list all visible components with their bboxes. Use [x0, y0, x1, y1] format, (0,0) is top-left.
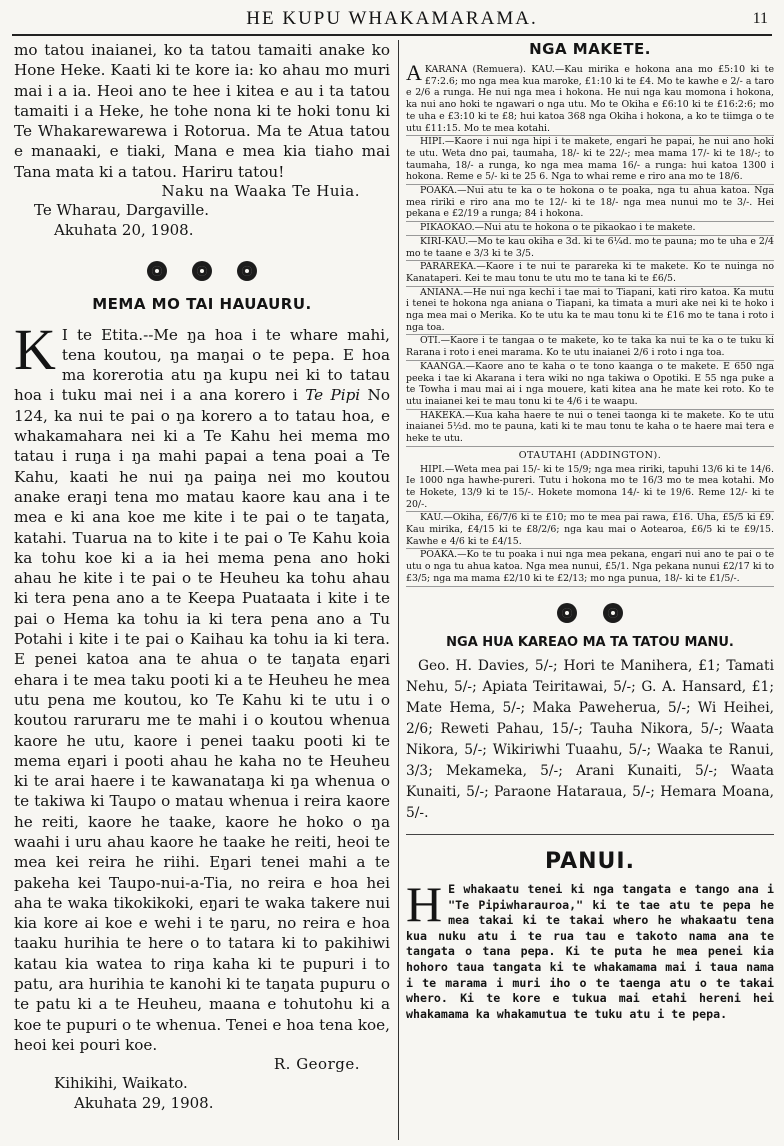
letter-two-date: Akuhata 29, 1908.: [74, 1094, 214, 1113]
flower-ornament-icon: [192, 261, 212, 281]
letter-one-body: mo tatou inaianei, ko ta tatou tamaiti anake ko Hone Heke. Kaati ki te kore ia: ko ahau mo muri mai i a ia. Heoi ano te hee i kitea e au i ta tatou tamaiti i a Heke, he tohe nona ki te hoki tonu ki Te Whakarewarewa i Rotorua. Ma te Atua tatou e manaaki, e tiaki, Mana e mea kia tiaho mai Tana mata ki a tatou. Hariru tatou!: [14, 41, 390, 181]
letter-one-signoff: Naku na Waaka Te Huia.: [161, 182, 360, 201]
market-report: [406, 60, 774, 587]
market-entry: KAANGA.—Kaore ano te kaha o te tono kaanga o te makete. E 650 nga peeka i tae ki Akarana i tera wiki no nga takiwa o Opotiki. E 55 nga puke a te Towha i mau mai ai i nga mouere, kati kitea ana he mate kei roto. Ko te utu inaianei kei te mau tonu ki te 4/6 i te waapu.: [406, 361, 774, 410]
flower-ornament-icon: [557, 603, 577, 623]
market-entry: KIRI-KAU.—Mo te kau okiha e 3d. ki te 6¼d. mo te pauna; mo te uha e 2/4 mo te taane e 3/3 ki te 3/5.: [406, 236, 774, 261]
flower-ornament-icon: [147, 261, 167, 281]
market-entry: HIPI.—Kaore i nui nga hipi i te makete, engari he papai, he nui ano hoki te utu. Weta dno pai, taumaha, 18/- ki te 22/-; mea mama 17/- ki te 18/-; to taumaha, 18/- a runga, ko nga mea mama 16/- a runga: hui katoa 1300 i hokona. Reme e 5/- ki te 25 6. Nga to whai reme e riro ana mo te 18/6.: [406, 136, 774, 185]
market-entry: HIPI.—Weta mea pai 15/- ki te 15/9; nga mea ririki, tapuhi 13/6 ki te 14/6. Ie 1000 nga hawhe-pureri. Tutu i hokona mo te 16/3 mo te mea kotahi. Mo te Hokete, 13/9 ki te 15/-. Hokete momona 14/- ki te 19/6. Reme 12/- ki te 20/-.: [406, 464, 774, 513]
drop-cap: K: [14, 316, 56, 382]
letter-one-date: Akuhata 20, 1908.: [54, 221, 194, 240]
ornament-divider: [406, 603, 774, 624]
separator-rule: [406, 834, 774, 835]
page-title: HE KUPU WHAKAMARAMA.: [246, 8, 538, 29]
market-entry: HAKEKA.—Kua kaha haere te nui o tenei taonga ki te makete. Ko te utu inaianei 5½d. mo te pauna, kati ki te mau tonu te kaha o te haere mai tera e heke te utu.: [406, 410, 774, 447]
donors-list: Geo. H. Davies, 5/-; Hori te Manihera, £1; Tamati Nehu, 5/-; Apiata Teiritawai, 5/-; G. A. Hansard, £1; Mate Hema, 5/-; Maka Paweherua, 5/-; Wi Heihei, 2/6; Reweti Pahau, 15/-; Tauha Nikora, 5/-; Waata Nikora, 5/-; Wikiriwhi Tuaahu, 5/-; Waaka te Ranui, 3/3; Mekameka, 5/-; Arani Kunaiti, 5/-; Waata Kunaiti, 5/-; Paraone Hataraua, 5/-; Hemara Moana, 5/-.: [406, 658, 774, 822]
page-number: 11: [752, 10, 768, 27]
market-heading: NGA MAKETE.: [529, 40, 651, 58]
flower-ornament-icon: [603, 603, 623, 623]
left-column: [14, 40, 390, 1113]
letter-two-body: [14, 316, 390, 1056]
market-entry: AKARANA (Remuera). KAU.—Kau mirika e hokona ana mo £5:10 ki te £7:2.6; mo nga mea kua maroke, £1:10 ki te £4. Mo te kawhe e 2/- a taro e 2/6 a runga. He nui nga mea i hokona. He nui nga kau momona i hokona, ka nui ano hoki te ngawari o nga utu. Mo te Okiha e £6:10 ki te £16:2:6; mo te uha e £3:10 ki te £8; hui katoa 368 nga Okiha i hokona, a ko te tiimga o te utu £11:15. Mo te mea kotahi.: [406, 64, 774, 136]
letter-two-text: No 124, ka nui te pai o ŋa korero a to tatau hoa, e whakamahara nei ki a Te Kahu hei mema mo tatau i ruŋa i ŋa mahi papai a tena poai a Te Kahu, kaati he nui ŋa paiŋa nei mo koutou anake eraŋi tena mo matau kaore kau ana i te mea e ki ana koe me kite i te pai o te taŋata, katahi. Tuarua na to kite i te pai o Te Kahu koia ka tohu koe ki a ia hei mema pena ano hoki ahau he kite i te pai o te Heuheu ka tohu ahau ki tera pena ano a te Keepa Puataata i kite i te pai o Hema ka tohu ia ki tera pena ano a Tu Potahi i kite i te pai o Kaihau ka tohu ia ki tera. E penei katoa ana te ahua o te taŋata eŋari ehara i te mea taku pooti ki a te Heuheu he mea utu pena me koutou, ko Te Kahu ki te utu i o koutou raruraru me te mahi i o koutou whenua kaore he utu, kaore i penei taaku pooti ki te mema eŋari i pooti ahau he kaha no te Heuheu ki te arai haere i te kawanataŋa ki ŋa whenua o te takiwa ki Taupo o matau whenua i reira kaore he reiti, kaore he taake, kaore he hoko o ŋa waahi i uru ahau kaore he taake he reiti, heoi te mea kei reira he riihi. Eŋari tenei mahi a te pakeha kei Taupo-nui-a-Tia, no reira e hoa hei aha te waka tikokikoki, eŋari te waka takere nui kia kore ai koe e wehi i te ŋaru, no reira e hoa taaku hurihia te here o to tatara ki to pakihiwi katau kia watea to riŋa kaha ki te pupuri i to patu, ara hurihia te kanohi ki te taŋata pupuru o te patu ki a te Heuheu, maana e tohutohu ki a koe te pupuri o te whenua. Tenei e hoa tena koe, heoi kei pouri koe.: [14, 386, 390, 1054]
letter-two-signoff: R. George.: [273, 1055, 360, 1074]
right-column: [406, 40, 774, 1022]
market-subheading: OTAUTAHI (ADDINGTON).: [518, 449, 662, 461]
market-entry: OTI.—Kaore i te tangaa o te makete, ko te taka ka nui te ka o te tuku ki Rarana i roto i enei marama. Ko te utu inaianei 2/6 i roto i nga toa.: [406, 335, 774, 360]
market-entry: POAKA.—Nui atu te ka o te hokona o te poaka, nga tu ahua katoa. Nga mea ririki e riro ana mo te 12/- ki te 18/- nga mea nunui mo te 3/-. Hei pekana e £2/19 a runga; 84 i hokona.: [406, 185, 774, 222]
market-entry: ANIANA.—He nui nga kechi i tae mai to Tiapani, kati riro katoa. Ka mutu i tenei te hokona nga aniana o Tiapani, ka timata a muri ake nei ki te hoko i nga mea mai o Merika. Ko te utu ka te mau tonu ki te £16 mo te tana i roto i nga toa.: [406, 287, 774, 336]
market-entry: POAKA.—Ko te tu poaka i nui nga mea pekana, engari nui ano te pai o te utu o nga tu ahua katoa. Nga mea nunui, £5/1. Nga pekana nunui £2/17 ki to £3/5; nga ma mama £2/10 ki te £2/13; mo nga punua, 18/- ki te £1/5/-.: [406, 549, 774, 586]
market-drop-cap: A: [406, 60, 422, 85]
donors-heading: NGA HUA KAREAO MA TA TATOU MANU.: [446, 635, 734, 651]
flower-ornament-icon: [237, 261, 257, 281]
paper-name: Te Pipi: [305, 386, 361, 405]
market-entry: KAU.—Okiha, £6/7/6 ki te £10; mo te mea pai rawa, £16. Uha, £5/5 ki £9. Kau mirika, £4/15 ki te £8/2/6; nga kau mai o Aotearoa, £6/5 ki te £9/15. Kawhe e 4/6 ki te £4/15.: [406, 512, 774, 549]
letter-one-place: Te Wharau, Dargaville.: [34, 201, 210, 220]
notice-body: [406, 876, 774, 1022]
letter-two-place: Kihikihi, Waikato.: [54, 1074, 188, 1093]
notice-text: E whakaatu tenei ki nga tangata e tango ana i "Te Pipiwharauroa," ki te tae atu te pepa he mea takai ki te takai whero he whakaatu tena kua nuku atu i te rua tau e takoto nama ana te tangata o tana pepa. Ki te puta he mea penei kia hohoro taua tangata ki te whakamama mai i taua nama i te marama i muri iho o te taenga atu o te takai whero. Ki te kore e tukua mai etahi hereni hei whakamama ka whakamutua te tuku atu i te pepa.: [406, 882, 774, 1021]
market-entry: PIKAOKAO.—Nui atu te hokona o te pikaokao i te makete.: [406, 222, 774, 236]
notice-heading: PANUI.: [545, 849, 635, 875]
letter-two-heading: MEMA MO TAI HAUAURU.: [92, 294, 312, 313]
letter-two-intro: I te Etita.--Me ŋa hoa i te whare mahi, tena koutou, ŋa maŋai o te pepa. E hoa ma korerotia atu ŋa kupu nei ki to tatau hoa i tuku mai nei i a ana korero i: [14, 325, 390, 405]
column-divider: [398, 40, 399, 1140]
market-entry: PARAREKA.—Kaore i te nui te parareka ki te makete. Ko te nuinga no Kanataperi. Kei te mau tonu te utu mo te tana ki te £6/5.: [406, 261, 774, 286]
ornament-divider: [14, 260, 390, 281]
notice-drop-cap: H: [406, 876, 443, 933]
masthead: [12, 6, 772, 36]
